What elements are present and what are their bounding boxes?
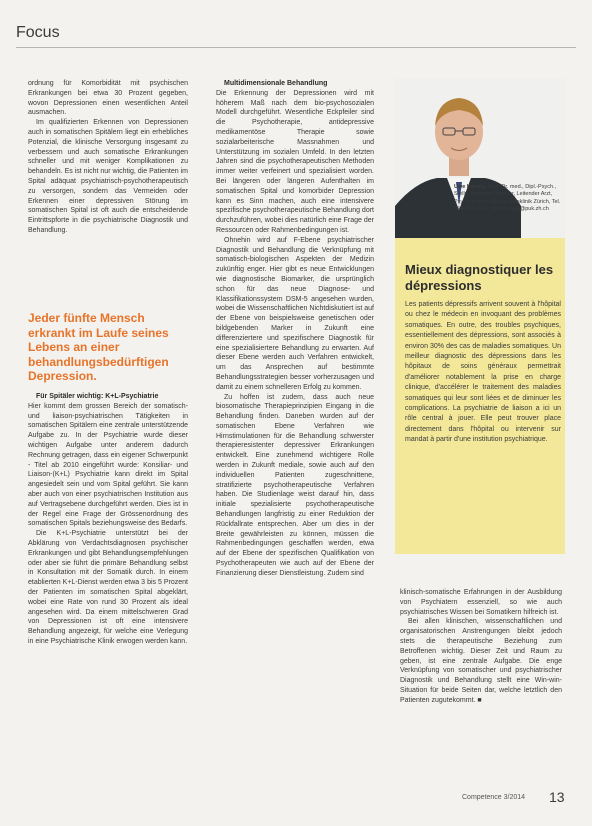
issue-footer: Competence 3/2014 — [462, 794, 526, 801]
author-photo — [395, 78, 565, 238]
paragraph: Die K+L-Psychiatrie unterstützt bei der Abklärung von Verdachtsdiagnosen psychischer Erkrankungen und gibt Behandlungsempfehlungen oder aber sie führt die primäre Behandlung selbst in Konsultation mit der Somatik durch. In einem etablierten K+L-Dienst werden etwa 3 bis 5 Prozent der Patienten im somatischen Spital abgeklärt, wobei eine Rate von rund 30 Prozent als ideal angesehen wird. Da einem mittelschweren Grad von Depressionen ist oft eine intensivere Behandlung angezeigt, für welche eine Verlegung in eine Psychiatrische Klinik erwogen werden kann. — [28, 530, 188, 645]
subheading: Multidimensionale Behandlung — [224, 80, 328, 87]
paragraph: Die Erkennung der Depressionen wird mit höherem Maß nach dem bio-psychosozialen Modell durchgeführt. Wesentliche Eckpfeiler sind die Psychotherapie, antidepressive medikamentöse Therapie sowie sozialarbeiterische Massnahmen und Unterstützung im sozialen Umfeld. In den letzten Jahren sind die psychotherapeutischen Methoden immer weiter verfeinert und spezialisiert worden. Bei längeren oder längeren Aufenthalten im somatischen Spital und komorbider Depression kann es Sinn machen, auch eine intensivere spezifische psychotherapeutische Behandlung dort durchzuführen, wobei dies natürlich eine Frage der Ressourcen oder Rahmenbedingungen ist. — [216, 89, 374, 234]
paragraph: ordnung für Komorbidität mit psychischen Erkrankungen bei etwa 30 Prozent gegeben, wovon Depressionen einen wesentlichen Anteil ausmachen. — [28, 80, 188, 117]
section-title: Focus — [16, 24, 60, 41]
box-title: Mieux diagnostiquer les dépressions — [405, 262, 554, 293]
column-3-bottom — [400, 588, 562, 706]
header-rule — [16, 47, 576, 48]
paragraph: Bei allen klinischen, wissenschaftlichen und organisatorischen Anstrengungen bleibt jedoch stets die therapeutische Beziehung zum Betroffenen wichtig. Dieser Zeit und Raum zu geben, ist eine zentrale Aufgabe. Die enge Verknüpfung von somatischer und psychiatrischer Diagnostik und Behandlung stellt eine Win-win-Situation für beide Seiten dar, welche letztlich den Patienten zugutekommt. ■ — [400, 618, 562, 704]
paragraph: Ohnehin wird auf F-Ebene psychiatrischer Diagnostik und Behandlung die Verknüpfung mit somatisch-biologischen Aspekten der Medizin zukünftig enger. Hier gibt es neue Entwicklungen wie diagnostische Biomarker, die ursprünglich schon für das neue Diagnose- und Klassifikationssystem DSM-5 angesehen wurden, wobei die Wissenschaftlichen Nichtdiskutiert ist auf der Ebene von beispielsweise genetischen oder bildgebenden Marker in Zukunft eine differenziertere und spezifischere Diagnostik für eine spezialisiertere Behandlung zu erwarten. Auf dieser Ebene werden auch Verfahren entwickelt, um das Ansprechen auf bestimmte Behandlungsstrategien besser vorherzusagen und damit zu einem schnelleren Erfolg zu kommen. — [216, 236, 374, 391]
subheading: Für Spitäler wichtig: K+L-Psychiatrie — [36, 393, 159, 400]
column-1-top — [28, 79, 188, 236]
paragraph: Zu hoffen ist zudem, dass auch neue biosomatische Therapieprinzipien Eingang in die Behandlung finden. Daneben wurden auf der somatischen Ebene Verfahren wie Hirnstimulationen für die Behandlung schwerster therapieresistenter depressiver Erkrankungen entwickelt. Eine zunehmend wichtigere Rolle werden in Zukunft mediale, sowie auch auf den individuellen Patienten zugeschnittene, stratifizierte psychotherapeutische Verfahren haben. Die Studienlage weist darauf hin, dass initiale spezialisierte psychotherapeutische Behandlungen langfristig zu einer Reduktion der Rückfallrate entsprechen. Aber um dies in der Breite gewährleisten zu können, müssen die Rahmenbedingungen geschaffen werden, etwa auf der Ebene der spezifischen Qualifikation von Psychotherapeuten wie auch auf der Ebene der Finanzierung dieser Dienstleistung. Zudem sind — [216, 393, 374, 577]
column-2 — [216, 79, 374, 579]
paragraph: Hier kommt dem grossen Bereich der somatisch- und liaison-psychiatrischen Tätigkeiten in somatischen Spitälern eine zentrale unterstützende Aufgabe zu. In der Psychiatrie wurde dieser wichtigen Aufgabe unter anderem dadurch Rechnung getragen, dass ein eigener Schwerpunkt - Titel ab 2010 eingeführt wurde: Konsiliar- und Liaison-(K+L) Psychiatrie kann direkt im Spital angesiedelt sein und vom Spital geführt. Sie kann aber auch von einer psychiatrischen Institution aus auf Vertragsebene durchgeführt werden. Dies ist in der Regel eine Frage der Grössenordnung des somatischen Spitals beziehungsweise des Bedarfs. — [28, 402, 188, 528]
author-details: Prof. Dr. med., Dipl.-Psych., Stellv. Ärztlicher Direktor, Leitender Arzt, Psychiatrische Universitätsklinik Zürich, Tel. 044 384 21 11, uwe.herwig@puk.zh.ch — [454, 184, 561, 213]
author-name: Uwe Herwig, — [454, 184, 487, 190]
photo-caption — [454, 184, 562, 214]
box-body: Les patients dépressifs arrivent souvent à l'hôpital ou chez le médecin en invoquant des problèmes somatiques. En outre, des troubles psychiques, essentiellement des dépressions, sont associés à environ 30% des cas de maladies somatiques. Un meilleur diagnostic des dépressions dans les hôpitaux de soins généraux permettrait d'améliorer notablement la prise en charge clinique, d'accélérer le traitement des maladies somatiques qui leur sont liées et de diminuer les complications. La psychiatrie de liaison a ici un rôle central à jouer. Elle peut trouver place directement dans l'hôpital ou intervenir sur mandat à partir d'une institution psychiatrique. — [405, 301, 561, 444]
portrait-illustration — [395, 78, 565, 238]
pull-quote: Jeder fünfte Mensch erkrankt im Laufe seines Lebens an einer behandlungsbedürftigen Depression. — [28, 311, 169, 383]
column-1-bottom — [28, 392, 188, 647]
page-number: 13 — [549, 789, 565, 805]
paragraph: Im qualifizierten Erkennen von Depressionen auch in somatischen Spitälern liegt ein erhebliches Potenzial, die klinische Versorgung insgesamt zu verbessern und auch somatische Erkrankungen schneller und mit weniger Komplikationen zu behandeln. Es ist nicht nur wichtig, die Patienten im Spital adäquat psychiatrisch-psychotherapeutisch zu versorgen, sondern das Vermeiden oder Erkennen einer depressiven Störung im somatischen Spital ist oft auch die entscheidende Eintrittspforte in die psychiatrische Diagnostik und Behandlung. — [28, 119, 188, 234]
paragraph: klinisch-somatische Erfahrungen in der Ausbildung von Psychiatern essenziell, so wie auch psychiatrisches Wissen bei Somatikern hilfreich ist. — [400, 589, 562, 616]
